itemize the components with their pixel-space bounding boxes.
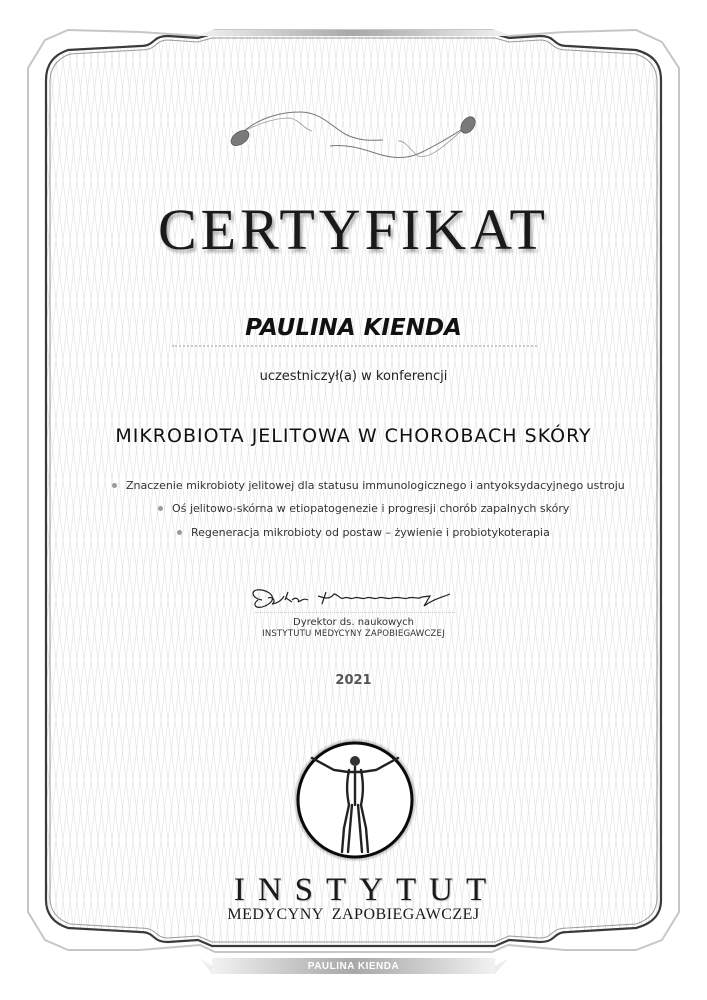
institute-name-large: INSTYTUT [233,872,500,908]
footer-recipient-name: PAULINA KIENDA [307,961,400,972]
signer-institution: INSTYTUTU MEDYCYNY ZAPOBIEGAWCZEJ [262,629,445,639]
institute-name-small: MEDYCYNY ZAPOBIEGAWCZEJ [227,906,480,923]
signer-role: Dyrektor ds. naukowych [293,617,414,628]
signature-line [255,612,455,613]
certificate-year: 2021 [335,673,372,688]
bullet-icon [177,530,182,535]
topic-item: Oś jelitowo-skórna w etiopatogenezie i progresji chorób zapalnych skóry [158,502,569,515]
name-underline [172,345,537,347]
bullet-icon [158,506,163,511]
topic-item: Regeneracja mikrobioty od postaw – żywienie i probiotykoterapia [177,526,550,539]
recipient-name: PAULINA KIENDA [245,315,462,341]
topic-item: Znaczenie mikrobioty jelitowej dla statusu immunologicznego i antyoksydacyjnego ustroju [112,479,625,492]
conference-title: MIKROBIOTA JELITOWA W CHOROBACH SKÓRY [115,425,592,447]
participation-text: uczestniczył(a) w konferencji [259,369,448,384]
bullet-icon [112,483,117,488]
certificate-title: CERTYFIKAT [158,197,549,262]
